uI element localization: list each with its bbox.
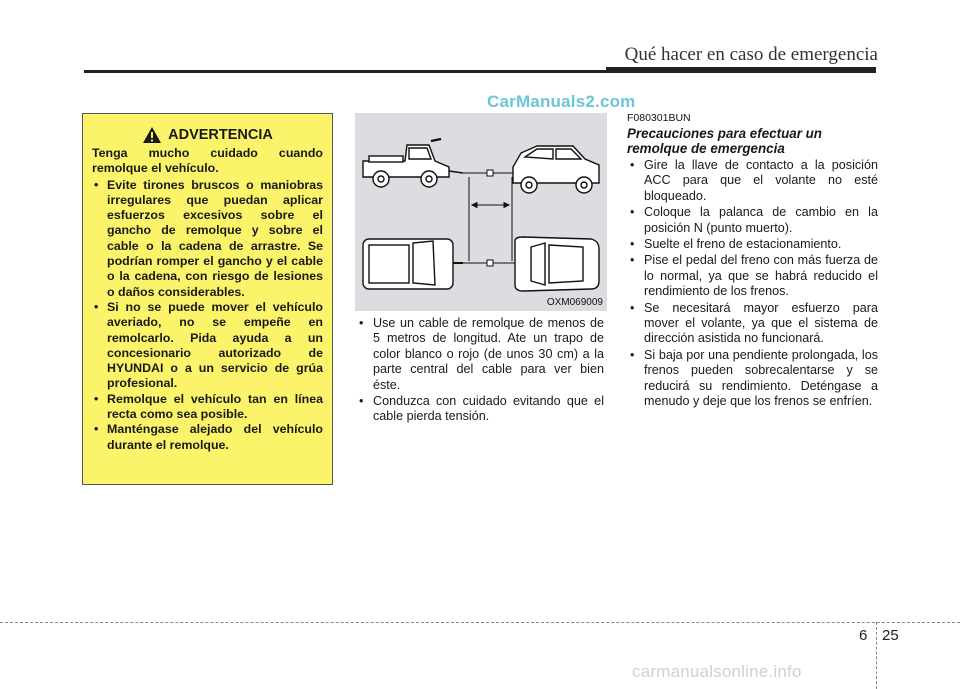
warning-list bbox=[92, 178, 323, 453]
warning-box bbox=[82, 113, 333, 485]
warning-title: ADVERTENCIA bbox=[168, 127, 273, 143]
section-title: Precauciones para efectuar un remolque de emergencia bbox=[627, 126, 822, 156]
suv-side bbox=[513, 146, 599, 193]
precautions-list bbox=[627, 158, 878, 411]
precaution-item: • Suelte el freno de estacionamiento. bbox=[627, 237, 878, 252]
distance-marker bbox=[469, 177, 512, 261]
tow-truck-side bbox=[363, 139, 463, 187]
header-rule bbox=[84, 70, 876, 73]
warning-intro: Tenga mucho cuidado cuando remolque el vehículo. bbox=[92, 146, 323, 176]
page-header-title: Qué hacer en caso de emergencia bbox=[624, 44, 878, 65]
precaution-item: • Gire la llave de contacto a la posición ACC para que el volante no esté bloqueado. bbox=[627, 158, 878, 204]
precaution-item: • Se necesitará mayor esfuerzo para mover el volante, ya que el sistema de dirección asistida no funcionará. bbox=[627, 301, 878, 347]
chapter-number: 6 bbox=[859, 627, 868, 644]
cable-flag-side bbox=[487, 170, 493, 176]
precaution-item: • Pise el pedal del freno con más fuerza de lo normal, ya que se habrá reducido el rendimiento de los frenos. bbox=[627, 253, 878, 299]
towing-diagram bbox=[355, 113, 607, 311]
figure-code: OXM069009 bbox=[546, 297, 603, 308]
middle-instructions bbox=[356, 316, 604, 426]
tow-truck-top bbox=[363, 239, 463, 289]
warning-triangle-icon bbox=[142, 126, 162, 144]
suv-top bbox=[515, 237, 599, 291]
page-number: 25 bbox=[882, 627, 899, 644]
warning-item: • Remolque el vehículo tan en línea recta como sea posible. bbox=[92, 392, 323, 423]
instruction-item: • Conduzca con cuidado evitando que el cable pierda tensión. bbox=[356, 394, 604, 425]
watermark-top[interactable]: CarManuals2.com bbox=[487, 92, 636, 111]
instruction-item: • Use un cable de remolque de menos de 5 metros de longitud. Ate un trapo de color blanco o rojo (de unos 30 cm) a la parte central del cable para ver bien éste. bbox=[356, 316, 604, 393]
precaution-item: • Coloque la palanca de cambio en la posición N (punto muerto). bbox=[627, 205, 878, 236]
section-code: F080301BUN bbox=[627, 112, 691, 124]
warning-item: • Si no se puede mover el vehículo averiado, no se empeñe en remolcarlo. Pida ayuda a un concesionario autorizado de HYUNDAI o a un servicio de grúa profesional. bbox=[92, 300, 323, 392]
precaution-item: • Si baja por una pendiente prolongada, los frenos pueden sobrecalentarse y se reducirá su rendimiento. Deténgase a menudo y deje que los frenos se enfríen. bbox=[627, 348, 878, 410]
towing-illustration bbox=[355, 113, 607, 311]
warning-heading bbox=[92, 126, 323, 144]
watermark-bottom[interactable]: carmanualsonline.info bbox=[632, 662, 802, 681]
warning-item: • Manténgase alejado del vehículo durante el remolque. bbox=[92, 422, 323, 453]
footer-rule bbox=[0, 622, 960, 623]
cable-flag-top bbox=[487, 260, 493, 266]
warning-item: • Evite tirones bruscos o maniobras irregulares que puedan aplicar esfuerzos excesivos sobre el gancho de remolque y sobre el cable o la cadena de arrastre. Se podrían romper el gancho y el cable o la cadena, con riesgo de lesiones o daños considerables. bbox=[92, 178, 323, 300]
page-number-divider bbox=[876, 622, 877, 689]
